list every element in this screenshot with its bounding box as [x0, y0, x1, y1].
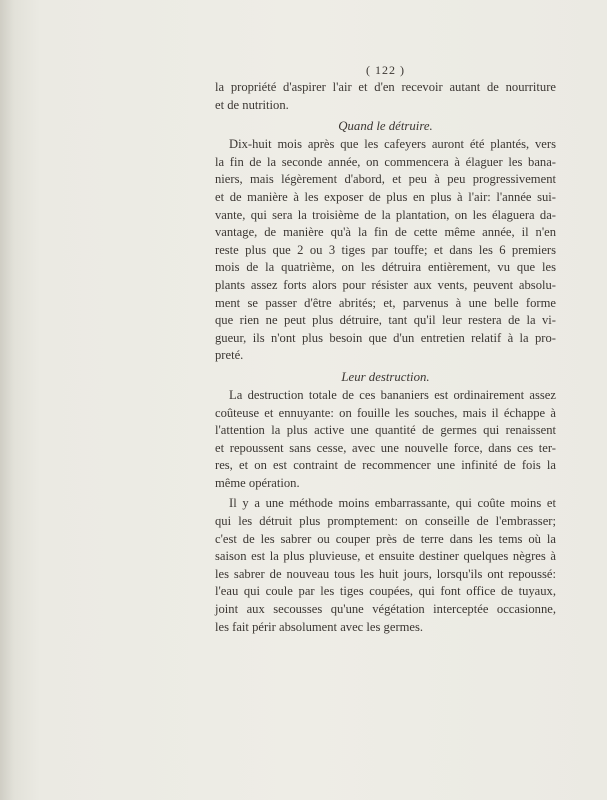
paragraph [215, 495, 556, 636]
text-line: et de nutrition. [215, 97, 289, 112]
text-line: joint aux secousses qu'une végétation interceptée occasionne, [215, 602, 556, 617]
text-line: la propriété d'aspirer l'air et d'en recevoir autant de nourriture [215, 80, 556, 94]
text-line: qui les détruit plus promptement: on conseille de l'embrasser; [215, 514, 556, 529]
text-line: gueur, ils n'ont plus besoin que d'un entretien relatif à la pro- [215, 330, 556, 345]
text-line: l'attention la plus active une quantité de germes qui renaissent [215, 423, 556, 438]
text-line: et de manière à les exposer de plus en plus à l'air: l'année sui- [215, 189, 556, 204]
paragraph [215, 387, 556, 493]
paragraph [215, 79, 556, 114]
text-line: La destruction totale de ces bananiers est ordinairement assez [229, 387, 556, 402]
text-line: saison est la plus pluvieuse, et ensuite destiner quelques nègres à [215, 549, 556, 564]
text-line: Il y a une méthode moins embarrassante, qui coûte moins et [229, 496, 556, 511]
text-line: que rien ne peut plus détruire, tant qu'il leur restera de la vi- [215, 313, 556, 328]
text-line: preté. [215, 348, 244, 363]
text-line: Dix-huit mois après que les cafeyers auront été plantés, vers [229, 137, 556, 152]
text-line: les fait périr absolument avec les germes. [215, 619, 424, 634]
text-line: ment se passer d'être abrités; et, parvenus à une belle forme [215, 295, 556, 310]
text-line: l'eau qui coule par les tiges coupées, qui font office de tuyaux, [215, 584, 556, 599]
text-line: coûteuse et ennuyante: on fouille les souches, mais il échappe à [215, 405, 556, 420]
section-heading: Quand le détruire. [338, 119, 433, 134]
text-line: et repoussent sans cesse, avec une nouvelle force, dans ces ter- [215, 440, 556, 455]
page-body [215, 79, 556, 636]
text-line: vantage, de manière qu'à la fin de cette même année, il n'en [215, 225, 556, 240]
text-line: c'est de les sabrer ou couper près de terre dans les tems où la [215, 531, 556, 546]
section-heading: Leur destruction. [341, 369, 430, 384]
text-line: res, et on est contraint de recommencer une infinité de fois la [215, 458, 556, 473]
paragraph [215, 136, 556, 365]
text-line: les sabrer de nouveau tous les huit jours, lorsqu'ils ont repoussé: [215, 566, 556, 581]
text-line: mois de la quatrième, on les détruira entièrement, vu que les [215, 260, 556, 275]
book-page [215, 61, 556, 636]
text-line: vante, qui sera la troisième de la plantation, on les élaguera da- [215, 207, 556, 222]
page-number: ( 122 ) [366, 63, 405, 77]
text-line: la fin de la seconde année, on commencera à élaguer les bana- [215, 154, 556, 169]
text-line: reste plus que 2 ou 3 tiges par touffe; et dans les 6 premiers [215, 242, 556, 257]
text-line: même opération. [215, 475, 300, 490]
text-line: niers, mais légèrement d'abord, et peu à peu progressivement [215, 172, 556, 187]
text-line: plants assez forts alors pour résister aux vents, peuvent absolu- [215, 277, 556, 292]
